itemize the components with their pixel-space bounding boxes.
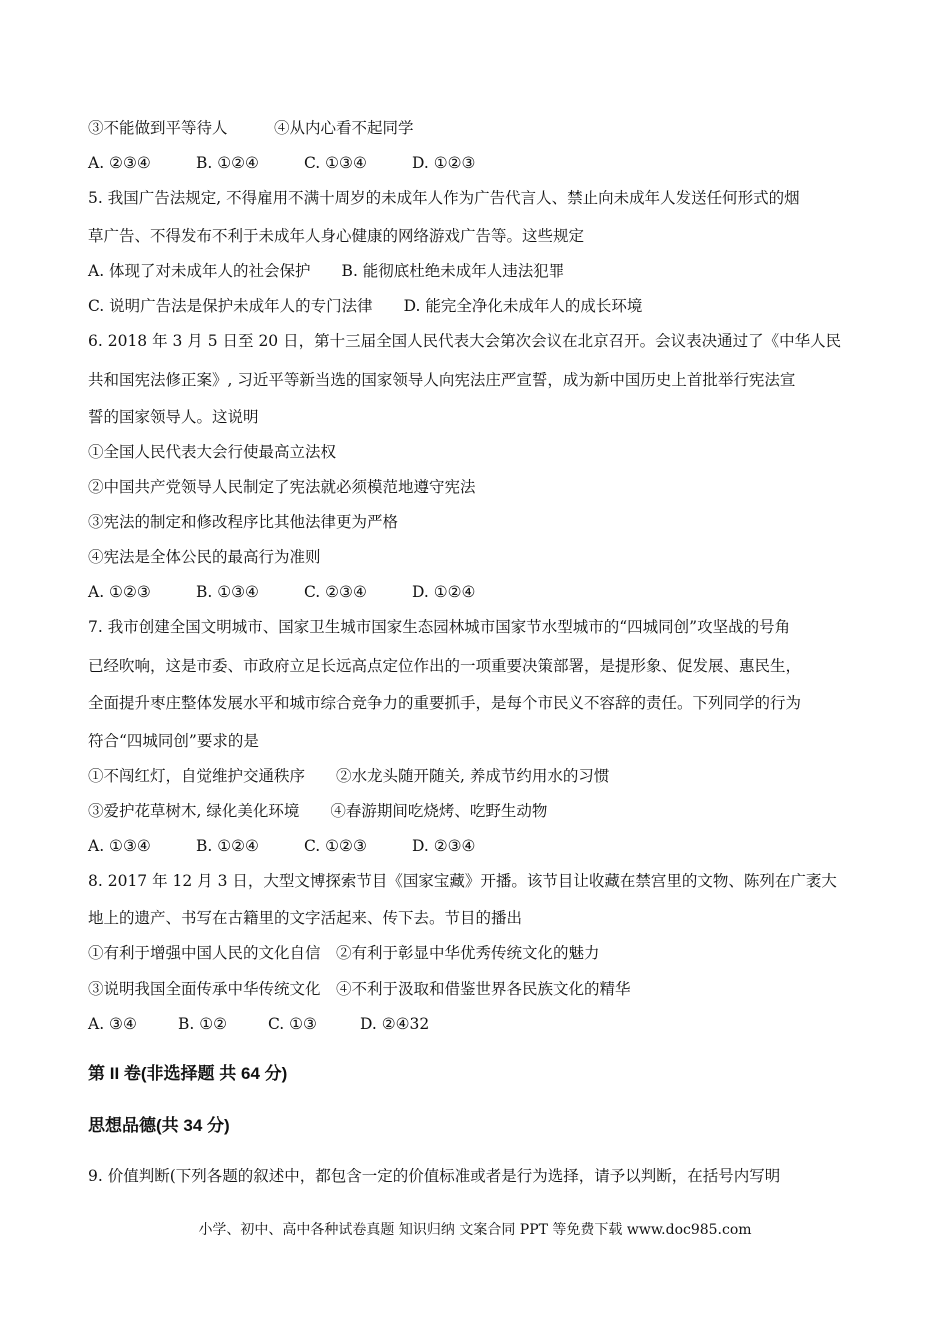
option-d: D. ②④32 <box>360 1015 430 1033</box>
q6-statement-3: ③宪法的制定和修改程序比其他法律更为严格 <box>88 513 399 531</box>
option-b: B. ①② <box>178 1015 228 1033</box>
q6-statement-2: ②中国共产党领导人民制定了宪法就必须模范地遵守宪法 <box>88 478 476 496</box>
option-b: B. ①②④ <box>196 154 259 172</box>
option-d: D. ①②③ <box>412 154 476 172</box>
q7-statements-2: ③爱护花草树木, 绿化美化环境 ④春游期间吃烧烤、吃野生动物 <box>88 802 548 820</box>
q6-stem-line3: 誓的国家领导人。这说明 <box>88 408 259 426</box>
q6-options <box>88 582 520 602</box>
option-d: D. ①②④ <box>412 583 476 601</box>
option-b: B. ①③④ <box>196 583 259 601</box>
q8-stem-line2: 地上的遗产、书写在古籍里的文字活起来、传下去。节目的播出 <box>88 909 523 927</box>
q7-stem-line1: 7. 我市创建全国文明城市、国家卫生城市国家生态园林城市国家节水型城市的“四城同创”攻坚战的号角 <box>88 618 791 636</box>
q5-options-line1: A. 体现了对未成年人的社会保护 B. 能彻底杜绝未成年人违法犯罪 <box>88 262 565 280</box>
q7-stem-line2: 已经吹响，这是市委、市政府立足长远高点定位作出的一项重要决策部署，是提形象、促发展、惠民生， <box>88 657 802 675</box>
q4-statement-line: ③不能做到平等待人 ④从内心看不起同学 <box>88 119 414 137</box>
section-heading-part2: 第 II 卷(非选择题 共 64 分) <box>88 1064 288 1083</box>
q8-statements-2: ③说明我国全面传承中华传统文化 ④不利于汲取和借鉴世界各民族文化的精华 <box>88 980 631 998</box>
q5-stem-line1: 5. 我国广告法规定, 不得雇用不满十周岁的未成年人作为广告代言人、禁止向未成年人发送任何形式的烟 <box>88 189 800 207</box>
option-b: B. ①②④ <box>196 837 259 855</box>
q5-stem-line2: 草广告、不得发布不利于未成年人身心健康的网络游戏广告等。这些规定 <box>88 227 585 245</box>
q8-stem-line1: 8. 2017 年 12 月 3 日，大型文博探索节目《国家宝藏》开播。该节目让收藏在禁宫里的文物、陈列在广袤大 <box>88 872 837 890</box>
q7-stem-line4: 符合“四城同创”要求的是 <box>88 732 259 750</box>
q8-statements-1: ①有利于增强中国人民的文化自信 ②有利于彰显中华优秀传统文化的魅力 <box>88 944 600 962</box>
q8-options <box>88 1014 460 1034</box>
q5-options-line2: C. 说明广告法是保护未成年人的专门法律 D. 能完全净化未成年人的成长环境 <box>88 297 643 315</box>
q7-stem-line3: 全面提升枣庄整体发展水平和城市综合竞争力的重要抓手，是每个市民义不容辞的责任。下列同学的行为 <box>88 694 802 712</box>
q6-stem-line1: 6. 2018 年 3 月 5 日至 20 日，第十三届全国人民代表大会第次会议在北京召开。会议表决通过了《中华人民 <box>88 332 842 350</box>
q6-stem-line2: 共和国宪法修正案》, 习近平等新当选的国家领导人向宪法庄严宣誓，成为新中国历史上首批举行宪法宣 <box>88 371 796 389</box>
option-a: A. ①③④ <box>88 837 151 855</box>
option-d: D. ②③④ <box>412 837 476 855</box>
page-footer: 小学、初中、高中各种试卷真题 知识归纳 文案合同 PPT 等免费下载 www.doc985.com <box>198 1222 752 1238</box>
option-a: A. ②③④ <box>88 154 151 172</box>
q9-stem-line1: 9. 价值判断(下列各题的叙述中，都包含一定的价值标准或者是行为选择，请予以判断，在括号内写明 <box>88 1167 781 1185</box>
q6-statement-1: ①全国人民代表大会行使最高立法权 <box>88 443 337 461</box>
q7-options <box>88 836 520 856</box>
option-c: C. ①③ <box>268 1015 317 1033</box>
option-c: C. ①②③ <box>304 837 367 855</box>
q4-options <box>88 153 520 173</box>
option-c: C. ①③④ <box>304 154 367 172</box>
q6-statement-4: ④宪法是全体公民的最高行为准则 <box>88 548 321 566</box>
section-heading-morality: 思想品德(共 34 分) <box>88 1116 230 1135</box>
option-a: A. ③④ <box>88 1015 137 1033</box>
option-c: C. ②③④ <box>304 583 367 601</box>
q7-statements-1: ①不闯红灯，自觉维护交通秩序 ②水龙头随开随关, 养成节约用水的习惯 <box>88 767 610 785</box>
option-a: A. ①②③ <box>88 583 151 601</box>
